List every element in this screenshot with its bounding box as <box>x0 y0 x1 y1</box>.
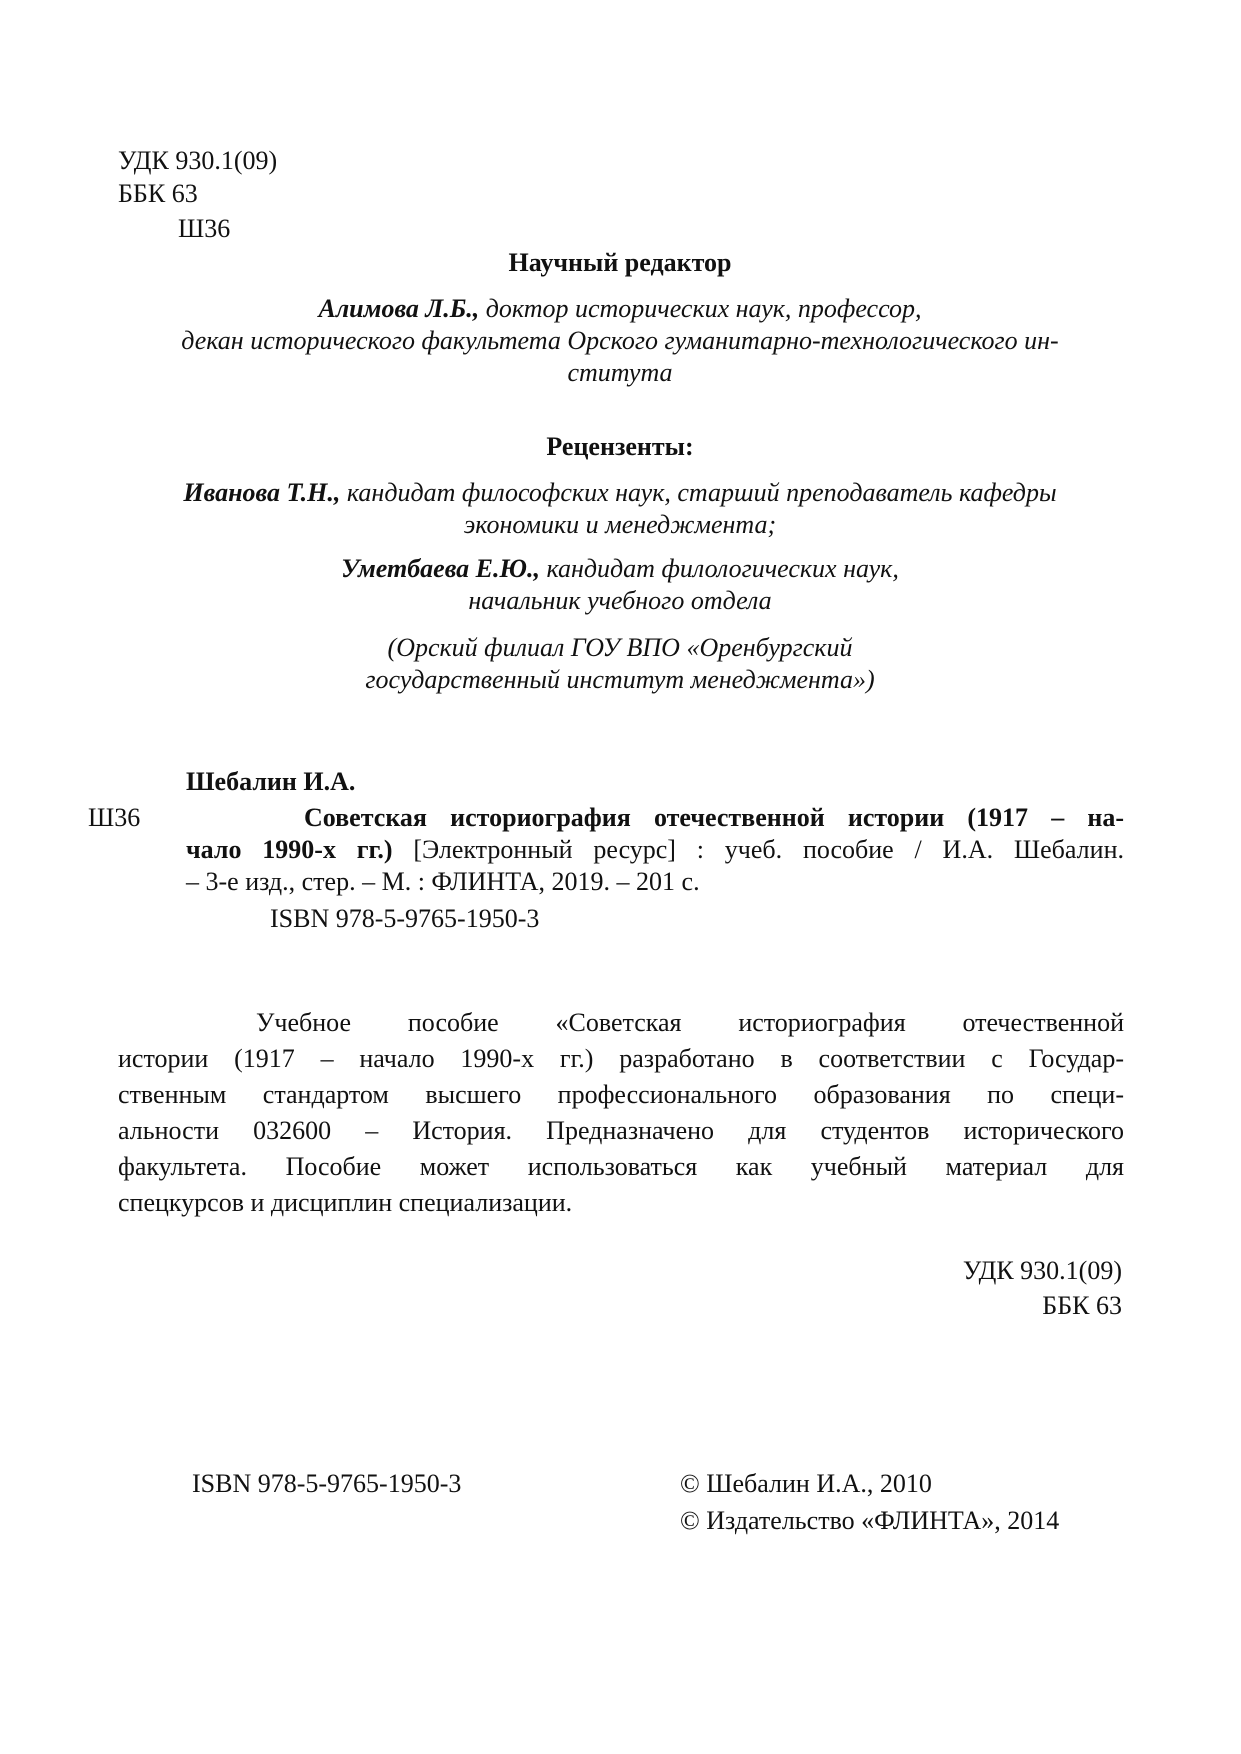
copyright-author: © Шебалин И.А., 2010 <box>680 1469 932 1498</box>
footer-bbk: ББК 63 <box>1042 1291 1122 1320</box>
editor-name: Алимова Л.Б., <box>318 294 480 323</box>
reviewers-heading: Рецензенты: <box>546 432 694 461</box>
editor-line-1 <box>118 293 1122 325</box>
editor-heading: Научный редактор <box>508 248 732 277</box>
reviewer-1 <box>118 477 1122 541</box>
catalog-title-line-1: Советская историография отечественной истории (1917 – на- <box>304 803 1124 832</box>
organization-line-2: государственный институт менеджмента») <box>365 665 875 694</box>
abstract-line-5: факультета. Пособие может использоваться как учебный материал для <box>118 1152 1124 1181</box>
footer-isbn: ISBN 978-5-9765-1950-3 <box>192 1469 462 1498</box>
reviewer-2 <box>118 553 1122 617</box>
editor-credentials: доктор исторических наук, профессор, <box>479 294 922 323</box>
catalog-isbn: ISBN 978-5-9765-1950-3 <box>270 904 540 933</box>
abstract-line-4: альности 032600 – История. Предназначено для студентов исторического <box>118 1116 1124 1145</box>
reviewer-1-name: Иванова Т.Н., <box>183 478 341 507</box>
catalog-code: Ш36 <box>88 803 141 832</box>
editor-line-3: ститута <box>567 358 673 387</box>
editor-line-2: декан исторического факультета Орского гуманитарно-технологического ин- <box>181 326 1059 355</box>
abstract-line-1: Учебное пособие «Советская историография отечественной <box>256 1008 1124 1037</box>
reviewer-1-credentials: кандидат философских наук, старший преподаватель кафедры <box>340 478 1057 507</box>
catalog-title-bold-end: чало 1990-х гг.) <box>186 835 393 864</box>
abstract-line-6: спецкурсов и дисциплин специализации. <box>118 1188 573 1217</box>
reviewer-2-line-2: начальник учебного отдела <box>468 586 772 615</box>
abstract-line-3: ственным стандартом высшего профессионального образования по специ- <box>118 1080 1124 1109</box>
reviewer-2-credentials: кандидат филологических наук, <box>539 554 899 583</box>
reviewer-2-name: Уметбаева Е.Ю., <box>341 554 540 583</box>
catalog-title-line-2 <box>186 834 1124 866</box>
catalog-title-description: [Электронный ресурс] : учеб. пособие / И.А. Шебалин. <box>392 835 1124 864</box>
organization-line-1: (Орский филиал ГОУ ВПО «Оренбургский <box>387 633 853 662</box>
udk-code: УДК 930.1(09) <box>118 146 278 175</box>
author-code: Ш36 <box>178 214 231 243</box>
reviewer-2-line-1 <box>118 553 1122 585</box>
reviewer-1-line-1 <box>118 477 1122 509</box>
editor-block <box>118 293 1122 389</box>
footer-udk: УДК 930.1(09) <box>962 1256 1122 1285</box>
bbk-code: ББК 63 <box>118 179 198 208</box>
catalog-title-block <box>186 802 1124 898</box>
abstract-line-2: истории (1917 – начало 1990-х гг.) разработано в соответствии с Государ- <box>118 1044 1124 1073</box>
copyright-publisher: © Издательство «ФЛИНТА», 2014 <box>680 1506 1060 1535</box>
reviewers-organization <box>118 632 1122 696</box>
abstract <box>118 1005 1124 1221</box>
catalog-author: Шебалин И.А. <box>186 767 356 796</box>
catalog-title-line-3: – 3-е изд., стер. – М. : ФЛИНТА, 2019. – 201 с. <box>186 867 700 896</box>
reviewer-1-line-2: экономики и менеджмента; <box>463 510 777 539</box>
